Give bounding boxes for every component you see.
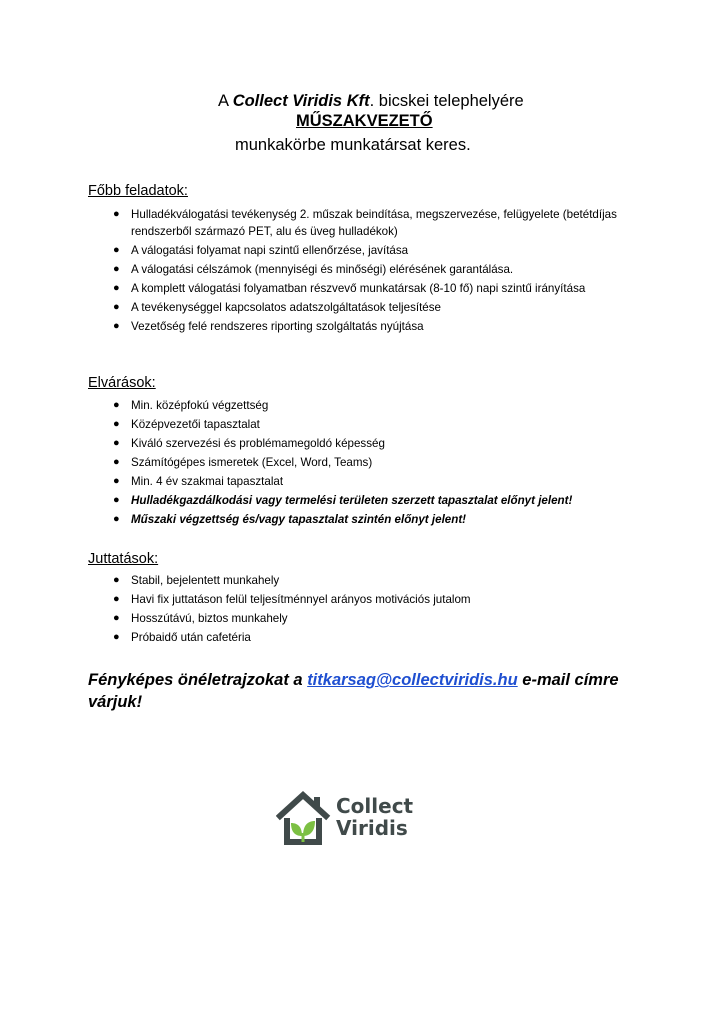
list-item: ● A válogatási célszámok (mennyiségi és minőségi) elérésének garantálása. xyxy=(113,263,514,276)
bullet-icon: ● xyxy=(113,631,120,643)
email-link[interactable]: titkarsag@collectviridis.hu xyxy=(307,671,518,689)
list-item: ● Hosszútávú, biztos munkahely xyxy=(113,612,288,625)
list-item: ● Kiváló szervezési és problémamegoldó képesség xyxy=(113,437,385,450)
bullet-icon: ● xyxy=(113,320,120,332)
bullet-icon: ● xyxy=(113,208,120,220)
bullet-icon: ● xyxy=(113,301,120,313)
company-logo xyxy=(276,790,426,846)
bullet-icon: ● xyxy=(113,593,120,605)
bullet-icon: ● xyxy=(113,282,120,294)
list-item: ● Hulladékválogatási tevékenység 2. műszak beindítása, megszervezése, felügyelete (betétdíjas rendszerből származó PET, alu és üveg hulladékok) xyxy=(113,208,617,238)
bullet-icon: ● xyxy=(113,494,120,506)
heading-subtitle: munkakörbe munkatársat keres. xyxy=(235,136,471,154)
list-item: ● Középvezetői tapasztalat xyxy=(113,418,260,431)
bullet-icon: ● xyxy=(113,263,120,275)
list-item: ● A tevékenységgel kapcsolatos adatszolgáltatások teljesítése xyxy=(113,301,442,314)
logo-text-line-2: Viridis xyxy=(336,816,408,840)
list-item: ● Vezetőség felé rendszeres riporting szolgáltatás nyújtása xyxy=(113,320,424,333)
list-item-emphasized: ● Hulladékgazdálkodási vagy termelési területen szerzett tapasztalat előnyt jelent! xyxy=(113,494,573,507)
bullet-icon: ● xyxy=(113,475,120,487)
benefits-title: Juttatások: xyxy=(88,551,159,567)
list-item: ● Stabil, bejelentett munkahely xyxy=(113,574,280,587)
list-item: ● Számítógépes ismeretek (Excel, Word, Teams) xyxy=(113,456,373,469)
company-name: Collect Viridis Kft xyxy=(232,92,370,110)
requirements-title: Elvárások: xyxy=(88,375,156,391)
list-item: ● A válogatási folyamat napi szintű ellenőrzése, javítása xyxy=(113,244,409,257)
bullet-icon: ● xyxy=(113,244,120,256)
closing-text xyxy=(88,669,648,713)
closing-before: Fényképes önéletrajzokat a xyxy=(88,671,308,689)
position-title: MŰSZAKVEZETŐ xyxy=(296,112,433,130)
benefits-list xyxy=(0,572,724,648)
bullet-icon: ● xyxy=(113,574,120,586)
closing-after: e-mail címre várjuk! xyxy=(88,671,619,711)
logo-text-line-1: Collect xyxy=(336,794,414,818)
heading-prefix: A xyxy=(218,92,233,110)
list-item: ● Próbaidő után cafetéria xyxy=(113,631,251,644)
bullet-icon: ● xyxy=(113,612,120,624)
list-item: ● A komplett válogatási folyamatban részvevő munkatársak (8-10 fő) napi szintű irányítása xyxy=(113,282,586,295)
bullet-icon: ● xyxy=(113,437,120,449)
bullet-icon: ● xyxy=(113,399,120,411)
heading-suffix: . bicskei telephelyére xyxy=(369,92,524,110)
list-item: ● Min. 4 év szakmai tapasztalat xyxy=(113,475,284,488)
list-item-emphasized: ● Műszaki végzettség és/vagy tapasztalat szintén előnyt jelent! xyxy=(113,513,467,526)
list-item: ● Min. középfokú végzettség xyxy=(113,399,269,412)
tasks-title: Főbb feladatok: xyxy=(88,183,188,199)
house-leaf-icon xyxy=(276,790,336,846)
bullet-icon: ● xyxy=(113,513,120,525)
bullet-icon: ● xyxy=(113,456,120,468)
requirements-list xyxy=(0,397,724,530)
bullet-icon: ● xyxy=(113,418,120,430)
list-item: ● Havi fix juttatáson felül teljesítménnyel arányos motivációs jutalom xyxy=(113,593,471,606)
tasks-list xyxy=(0,206,724,337)
